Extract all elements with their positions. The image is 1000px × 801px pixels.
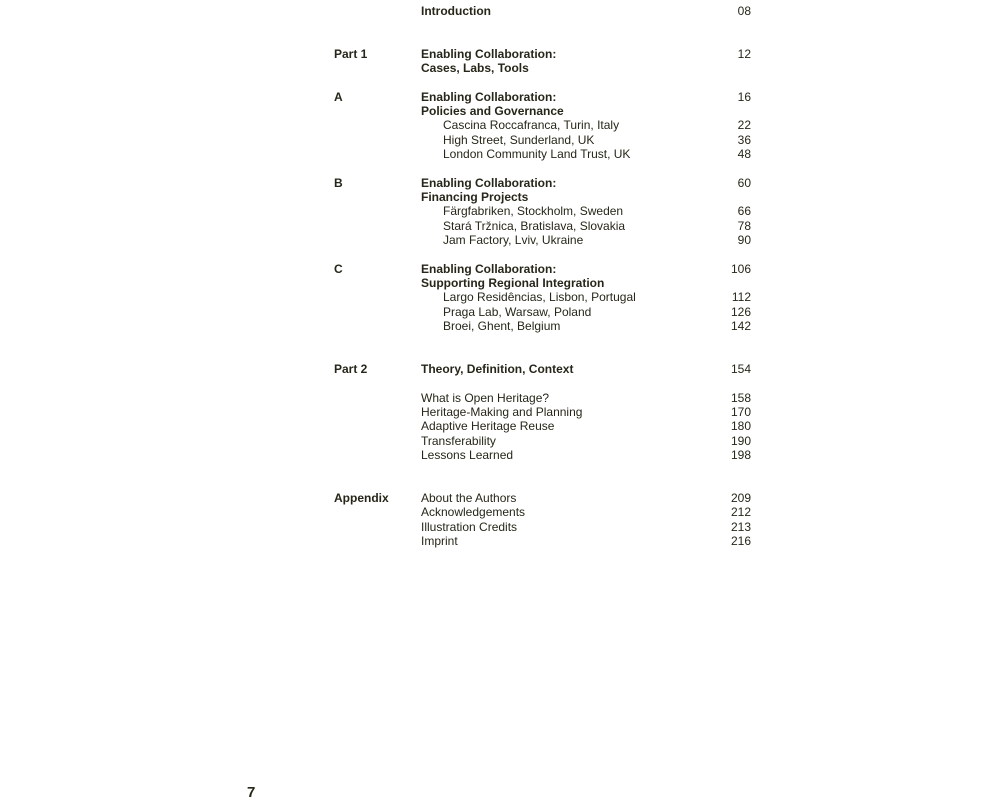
entry-title: Cascina Roccafranca, Turin, Italy: [443, 118, 620, 132]
toc-entry[interactable]: [0, 434, 1000, 448]
entry-title: Imprint: [421, 534, 458, 548]
entry-page: 154: [730, 362, 751, 376]
entry-page: 190: [730, 434, 751, 448]
entry-title: Enabling Collaboration:: [421, 47, 557, 61]
toc-entry[interactable]: [0, 147, 1000, 161]
toc-entry[interactable]: [0, 104, 1000, 118]
toc-entry[interactable]: [0, 491, 1000, 505]
entry-page: 158: [730, 391, 751, 405]
toc-entry[interactable]: [0, 362, 1000, 376]
entry-page: 213: [730, 520, 751, 534]
entry-title: Financing Projects: [421, 190, 529, 204]
entry-page: 66: [737, 204, 751, 218]
toc-entry[interactable]: [0, 405, 1000, 419]
toc-entry[interactable]: [0, 219, 1000, 233]
toc-entry[interactable]: [0, 534, 1000, 548]
section-label: Appendix: [334, 491, 389, 505]
toc-entry[interactable]: [0, 505, 1000, 519]
entry-title: Transferability: [421, 434, 496, 448]
entry-page: 180: [730, 419, 751, 433]
toc-entry[interactable]: [0, 305, 1000, 319]
toc-entry[interactable]: [0, 276, 1000, 290]
toc-entry[interactable]: [0, 262, 1000, 276]
entry-title: Cases, Labs, Tools: [421, 61, 529, 75]
toc-entry[interactable]: [0, 233, 1000, 247]
entry-title: Praga Lab, Warsaw, Poland: [443, 305, 592, 319]
entry-title: Illustration Credits: [421, 520, 518, 534]
entry-title: High Street, Sunderland, UK: [443, 133, 595, 147]
entry-page: 142: [730, 319, 751, 333]
entry-title: Policies and Governance: [421, 104, 564, 118]
entry-title: Enabling Collaboration:: [421, 262, 557, 276]
entry-page: 12: [737, 47, 751, 61]
entry-title: About the Authors: [421, 491, 517, 505]
section-label: Part 1: [334, 47, 368, 61]
toc-entry[interactable]: [0, 319, 1000, 333]
entry-title: Acknowledgements: [421, 505, 526, 519]
toc-entry[interactable]: [0, 90, 1000, 104]
entry-page: 60: [737, 176, 751, 190]
section-label: A: [334, 90, 343, 104]
entry-page: 22: [737, 118, 751, 132]
entry-page: 90: [737, 233, 751, 247]
toc-entry[interactable]: [0, 118, 1000, 132]
entry-title: Jam Factory, Lviv, Ukraine: [443, 233, 584, 247]
section-label: B: [334, 176, 343, 190]
entry-title: Theory, Definition, Context: [421, 362, 574, 376]
entry-page: 112: [731, 290, 751, 304]
section-label: C: [334, 262, 343, 276]
toc-entry[interactable]: [0, 290, 1000, 304]
entry-title: What is Open Heritage?: [421, 391, 550, 405]
toc-entry[interactable]: [0, 204, 1000, 218]
section-label: Part 2: [334, 362, 368, 376]
entry-title: Heritage-Making and Planning: [421, 405, 583, 419]
entry-page: 48: [737, 147, 751, 161]
toc-entry[interactable]: [0, 391, 1000, 405]
entry-page: 36: [737, 133, 751, 147]
entry-page: 126: [730, 305, 751, 319]
entry-title: Supporting Regional Integration: [421, 276, 605, 290]
entry-page: 212: [730, 505, 751, 519]
toc-entry[interactable]: [0, 47, 1000, 61]
entry-page: 78: [737, 219, 751, 233]
entry-title: Lessons Learned: [421, 448, 514, 462]
entry-title: Largo Residências, Lisbon, Portugal: [443, 290, 636, 304]
entry-title: London Community Land Trust, UK: [443, 147, 631, 161]
entry-page: 106: [730, 262, 751, 276]
entry-page: 198: [730, 448, 751, 462]
entry-title: Enabling Collaboration:: [421, 90, 557, 104]
entry-title: Stará Tržnica, Bratislava, Slovakia: [443, 219, 626, 233]
entry-title: Enabling Collaboration:: [421, 176, 557, 190]
toc-entry[interactable]: [0, 4, 1000, 18]
entry-page: 209: [730, 491, 751, 505]
entry-page: 170: [730, 405, 751, 419]
toc-entry[interactable]: [0, 520, 1000, 534]
entry-page: 08: [737, 4, 751, 18]
entry-title: Introduction: [421, 4, 491, 18]
entry-title: Broei, Ghent, Belgium: [443, 319, 561, 333]
toc-entry[interactable]: [0, 133, 1000, 147]
page-number: 7: [247, 784, 256, 801]
entry-page: 216: [730, 534, 751, 548]
toc-entry[interactable]: [0, 61, 1000, 75]
entry-title: Adaptive Heritage Reuse: [421, 419, 555, 433]
toc-entry[interactable]: [0, 448, 1000, 462]
toc-entry[interactable]: [0, 176, 1000, 190]
entry-title: Färgfabriken, Stockholm, Sweden: [443, 204, 624, 218]
toc-entry[interactable]: [0, 419, 1000, 433]
toc-entry[interactable]: [0, 190, 1000, 204]
entry-page: 16: [737, 90, 751, 104]
